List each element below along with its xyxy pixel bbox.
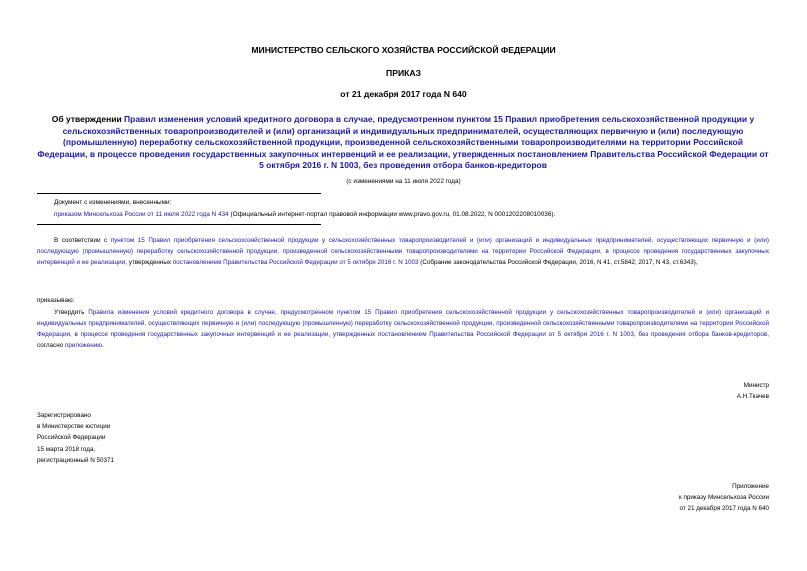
approve-text-3: . [101, 342, 104, 350]
registration-line-1: Зарегистрировано [37, 412, 91, 419]
approve-rules-link[interactable]: Правила изменения условий кредитного договора в случае, предусмотренном пунктом 15 Правил приобретения сельскохозяйственной продукции у сельскохозяйственных товаропроизводителей и (или) организаций и индивидуальных предпринимателей, осуществляющих первичную и (или) последующую (промышленную) переработку сельскохозяйственной продукции, произведенной сельскохозяйственными товаропроизводителями на территории Российской Федерации, в процессе проведения государственных закупочных интервенций и ее реализации, утвержденных постановлением Правительства Российской Федерации от 5 октября 2016 г. N 1003, без проведения отбора банков-кредиторов [37, 309, 770, 339]
appendix-line-1: Приложение [732, 483, 769, 490]
appendix-line-3: от 21 декабря 2017 года N 640 [679, 505, 769, 513]
document-type: ПРИКАЗ [386, 68, 421, 78]
document-date-number: от 21 декабря 2017 года N 640 [340, 89, 467, 99]
approve-text-2: , согласно [37, 331, 769, 350]
divider-bottom [37, 224, 321, 225]
document-title [37, 114, 769, 172]
approval-paragraph [37, 307, 769, 351]
basis-text-3: (Собрание законодательства Российской Федерации, 2016, N 41, ст.5842; 2017, N 43, ст.6343), [418, 259, 698, 267]
signer-position: Министр [743, 382, 769, 389]
basis-text-2: , утвержденных [125, 259, 173, 267]
title-rules-link[interactable]: Правил изменения условий кредитного договора в случае, предусмотренном пунктом 15 Правил приобретения сельскохозяйственной продукции у сельскохозяйственных товаропроизводителей и (или) организаций и индивидуальных предпринимателей, осуществляющих первичную и (или) последующую (промышленную) переработку сельскохозяйственной продукции, произведенной сельскохозяйственными товаропроизводителями на территории Российской Федерации, в процессе проведения государственных закупочных интервенций и ее реализации, утвержденных постановлением Правительства Российской Федерации от 5 октября 2016 г. N 1003, без проведения отбора банков-кредиторов [37, 114, 769, 171]
registration-line-5: регистрационный N 50371 [37, 456, 115, 464]
appendix-link[interactable]: приложению [64, 342, 102, 350]
order-word: приказываю: [37, 297, 75, 304]
appendix-header [679, 481, 769, 515]
changes-intro: Документ с изменениями, внесенными: [54, 199, 172, 206]
divider-top [37, 193, 321, 194]
appendix-line-2: к приказу Минсельхоза России [678, 494, 769, 502]
legal-basis-paragraph [37, 235, 769, 268]
amending-order-link[interactable]: приказом Минсельхоза России от 11 июля 2022 года N 434 [54, 210, 229, 218]
ministry-name: МИНИСТЕРСТВО СЕЛЬСКОГО ХОЗЯЙСТВА РОССИЙСКОЙ ФЕДЕРАЦИИ [251, 45, 556, 55]
signature-block [737, 380, 769, 402]
basis-rules-link[interactable]: пунктом 15 Правил приобретения сельскохозяйственной продукции у сельскохозяйственных товаропроизводителей и (или) организаций и индивидуальных предпринимателей, осуществляющих первичную и (или) последующую (промышленную) переработку сельскохозяйственной продукции, произведенной сельскохозяйственными товаропроизводителями на территории Российской Федерации, в процессе проведения государственных закупочных интервенций и ее реализации [37, 237, 769, 267]
registration-line-4: 15 марта 2018 года, [37, 445, 96, 453]
basis-text-1: В соответствии с [54, 237, 111, 244]
signer-name: А.Н.Ткачев [736, 393, 769, 401]
registration-line-2: в Министерстве юстиции [37, 423, 111, 431]
registration-block [37, 410, 114, 466]
changes-note: (с изменениями на 11 июля 2022 года) [346, 178, 461, 185]
document-changes-block [54, 197, 555, 220]
registration-line-3: Российской Федерации [37, 434, 106, 442]
amending-order-source: (Официальный интернет-портал правовой информации www.pravo.gov.ru, 01.08.2022, N 0001202208010036). [228, 210, 556, 218]
approve-text-1: Утвердить [54, 309, 89, 316]
title-prefix: Об утверждении [51, 114, 125, 124]
basis-resolution-link[interactable]: постановлением Правительства Российской Федерации от 5 октября 2016 г. N 1003 [172, 259, 419, 267]
